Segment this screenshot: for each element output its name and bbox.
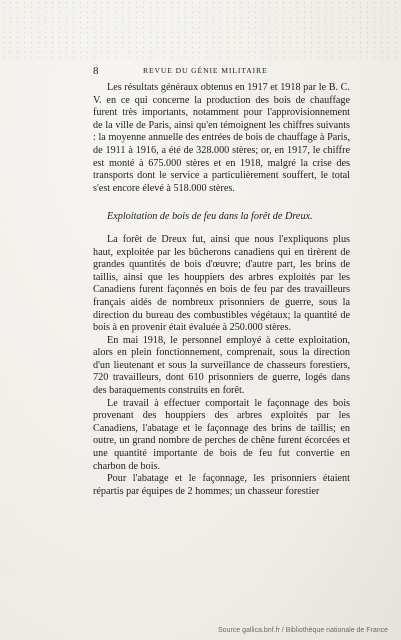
page-header <box>93 66 353 78</box>
paragraph: Le travail à effectuer comportait le façonnage des bois provenant des houppiers des arbres exploités par les Canadiens, l'abatage et le façonnage des brins de taillis; en outre, un grand nombre de perches de chêne furent écorcées et une quantité importante de bois de feu fut convertie en charbon de bois. <box>93 397 350 472</box>
page-number: 8 <box>93 65 100 77</box>
scan-noise-left <box>0 60 40 580</box>
running-head: REVUE DU GÉNIE MILITAIRE <box>143 66 268 75</box>
source-footer: Source gallica.bnf.fr / Bibliothèque nationale de France <box>218 627 389 634</box>
paragraph: En mai 1918, le personnel employé à cette exploitation, alors en plein fonctionnement, comprenait, sous la direction d'un lieutenant et sous la surveillance de chasseurs forestiers, 720 travailleurs, dont 610 prisonniers de guerre, logés dans des baraquements construits en forêt. <box>93 334 350 397</box>
section-title: Exploitation de bois de feu dans la forêt de Dreux. <box>107 211 313 223</box>
paragraph: La forêt de Dreux fut, ainsi que nous l'expliquons plus haut, exploitée par les bûcherons canadiens qui en tirèrent de grandes quantités de bois d'œuvre; d'autre part, les brins de taillis, ainsi que les houppiers des arbres exploités par les Canadiens furent façonnés en bois de feu par des travailleurs français aidés de nombreux prisonniers de guerre, sous la direction du bureau des combustibles végétaux; la quantité de bois à en provenir était évaluée à 250.000 stères. <box>93 233 350 334</box>
paragraph: Les résultats généraux obtenus en 1917 et 1918 par le B. C. V. en ce qui concerne la production des bois de chauffage furent très importants, notamment pour l'approvisionnement de la ville de Paris, ainsi qu'en témoignent les chiffres suivants : la moyenne annuelle des entrées de bois de chauffage à Paris, de 1911 à 1916, a été de 328.000 stères; or, en 1917, le chiffre est monté à 675.000 stères et en 1918, malgré la crise des transports dont le service a particulièrement souffert, le total s'est encore élevé à 518.000 stères. <box>93 82 350 194</box>
paragraph: Pour l'abatage et le façonnage, les prisonniers étaient répartis par équipes de 2 hommes; un chasseur forestier <box>93 473 350 497</box>
scan-noise-top <box>0 0 401 60</box>
body-text <box>93 82 350 498</box>
